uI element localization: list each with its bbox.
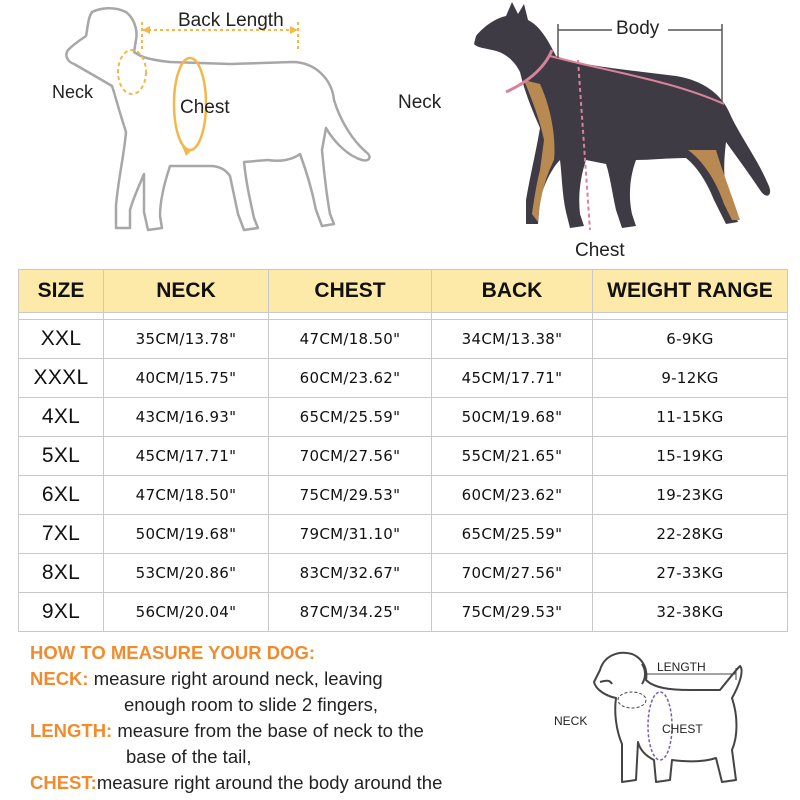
chest-key: CHEST: bbox=[30, 772, 97, 793]
small-neck-label: NECK bbox=[554, 714, 588, 728]
cell-size: 9XL bbox=[19, 593, 104, 632]
cell-size: 4XL bbox=[19, 398, 104, 437]
outline-dog-icon bbox=[66, 8, 369, 230]
chest-instruction bbox=[30, 770, 550, 796]
header-chest: CHEST bbox=[269, 270, 432, 313]
neck-label-left: Neck bbox=[52, 82, 94, 102]
small-chest-label: CHEST bbox=[662, 722, 703, 736]
cell-weight: 9-12KG bbox=[593, 359, 788, 398]
chest-line-1: measure right around the body around the bbox=[96, 772, 443, 793]
header-back: BACK bbox=[432, 270, 593, 313]
neck-line-2: enough room to slide 2 fingers, bbox=[124, 694, 379, 715]
cell-neck: 43CM/16.93" bbox=[104, 398, 269, 437]
outline-dog-diagram bbox=[30, 0, 390, 250]
cell-chest: 47CM/18.50" bbox=[269, 320, 432, 359]
body-label: Body bbox=[616, 18, 660, 39]
header-weight-range: WEIGHT RANGE bbox=[593, 270, 788, 313]
cell-back: 65CM/25.59" bbox=[432, 515, 593, 554]
cell-size: 8XL bbox=[19, 554, 104, 593]
cell-weight: 27-33KG bbox=[593, 554, 788, 593]
neck-label-right: Neck bbox=[398, 92, 442, 113]
cell-back: 45CM/17.71" bbox=[432, 359, 593, 398]
length-instruction bbox=[30, 718, 550, 744]
table-row bbox=[19, 359, 788, 398]
neck-line-1: measure right around neck, leaving bbox=[93, 668, 383, 689]
length-line-1: measure from the base of neck to the bbox=[117, 720, 424, 741]
cell-chest: 65CM/25.59" bbox=[269, 398, 432, 437]
cell-chest: 79CM/31.10" bbox=[269, 515, 432, 554]
cell-back: 50CM/19.68" bbox=[432, 398, 593, 437]
table-row bbox=[19, 476, 788, 515]
table-row bbox=[19, 593, 788, 632]
cell-neck: 40CM/15.75" bbox=[104, 359, 269, 398]
cell-size: XXL bbox=[19, 320, 104, 359]
length-key: LENGTH: bbox=[30, 720, 113, 741]
chest-label-left: Chest bbox=[180, 97, 230, 118]
table-row bbox=[19, 398, 788, 437]
table-row bbox=[19, 320, 788, 359]
cell-back: 75CM/29.53" bbox=[432, 593, 593, 632]
cell-chest: 75CM/29.53" bbox=[269, 476, 432, 515]
cell-weight: 19-23KG bbox=[593, 476, 788, 515]
cell-weight: 22-28KG bbox=[593, 515, 788, 554]
table-row bbox=[19, 437, 788, 476]
cell-back: 34CM/13.38" bbox=[432, 320, 593, 359]
chest-label-right: Chest bbox=[575, 240, 625, 261]
cell-neck: 56CM/20.04" bbox=[104, 593, 269, 632]
neck-key: NECK: bbox=[30, 668, 89, 689]
cell-neck: 45CM/17.71" bbox=[104, 437, 269, 476]
table-row bbox=[19, 554, 788, 593]
cell-chest: 70CM/27.56" bbox=[269, 437, 432, 476]
header-neck: NECK bbox=[104, 270, 269, 313]
cell-chest: 83CM/32.67" bbox=[269, 554, 432, 593]
cell-size: XXXL bbox=[19, 359, 104, 398]
cell-neck: 53CM/20.86" bbox=[104, 554, 269, 593]
neck-instruction bbox=[30, 666, 550, 692]
cell-weight: 32-38KG bbox=[593, 593, 788, 632]
cell-neck: 50CM/19.68" bbox=[104, 515, 269, 554]
size-chart-table bbox=[18, 269, 788, 632]
cell-neck: 35CM/13.78" bbox=[104, 320, 269, 359]
cell-back: 60CM/23.62" bbox=[432, 476, 593, 515]
cell-back: 70CM/27.56" bbox=[432, 554, 593, 593]
cell-weight: 15-19KG bbox=[593, 437, 788, 476]
cell-chest: 60CM/23.62" bbox=[269, 359, 432, 398]
how-to-measure-section bbox=[30, 640, 550, 796]
how-to-heading: HOW TO MEASURE YOUR DOG: bbox=[30, 642, 316, 663]
cell-size: 5XL bbox=[19, 437, 104, 476]
cell-neck: 47CM/18.50" bbox=[104, 476, 269, 515]
header-size: SIZE bbox=[19, 270, 104, 313]
cell-weight: 6-9KG bbox=[593, 320, 788, 359]
cell-size: 6XL bbox=[19, 476, 104, 515]
table-header-row bbox=[19, 270, 788, 313]
cell-weight: 11-15KG bbox=[593, 398, 788, 437]
cell-chest: 87CM/34.25" bbox=[269, 593, 432, 632]
cell-size: 7XL bbox=[19, 515, 104, 554]
cell-back: 55CM/21.65" bbox=[432, 437, 593, 476]
small-length-label: LENGTH bbox=[657, 660, 706, 674]
length-line-2: base of the tail, bbox=[126, 746, 252, 767]
table-row bbox=[19, 515, 788, 554]
back-length-label: Back Length bbox=[178, 10, 284, 31]
